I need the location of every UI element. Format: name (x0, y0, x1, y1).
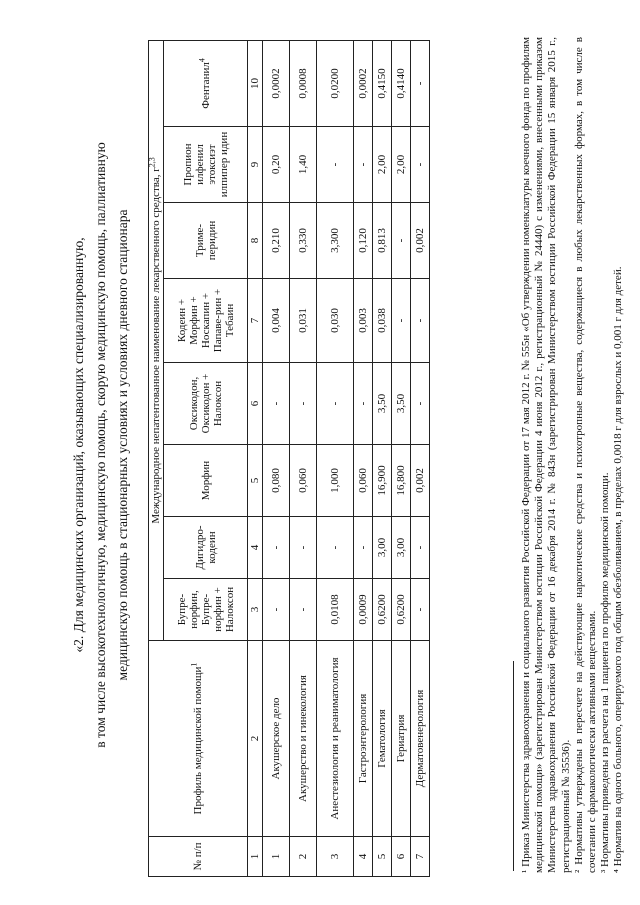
value-cell: - (411, 363, 430, 445)
heading-line-2: в том числе высокотехнологичную, медицинскую помощь, скорую медицинскую помощь, паллиативную (93, 142, 108, 748)
value-cell: 3,00 (373, 517, 392, 579)
value-cell: - (263, 363, 290, 445)
row-number: 7 (411, 837, 430, 877)
value-cell: 0,6200 (392, 579, 411, 641)
value-cell: 0,813 (373, 203, 392, 279)
heading-line-1: «2. Для медицинских организаций, оказывающих специализированную, (71, 237, 86, 653)
value-cell: 3,300 (317, 203, 354, 279)
value-cell: 0,0002 (354, 40, 373, 126)
value-cell: 0,0200 (317, 40, 354, 126)
value-cell: 0,038 (373, 279, 392, 363)
col-profile-header (149, 641, 248, 837)
value-cell: 0,060 (290, 445, 317, 517)
value-cell: - (392, 203, 411, 279)
profile-cell: Гастроэнтерология (354, 641, 373, 837)
footnote-separator (513, 661, 514, 871)
value-cell: 2,00 (392, 127, 411, 203)
table-row (392, 40, 411, 876)
drug-header-sup: 4 (196, 58, 206, 63)
profile-header-text: Профиль медицинской помощи (192, 666, 204, 815)
row-number: 6 (392, 837, 411, 877)
footnotes (520, 37, 626, 873)
value-cell: 1,40 (290, 127, 317, 203)
group-header-sup: 2,3 (147, 157, 157, 168)
norms-table (148, 40, 430, 877)
drug-header: Кодеин + Морфин + Носкапин + Папаве-рин + Тебаин (164, 279, 248, 363)
profile-cell: Гематология (373, 641, 392, 837)
drug-header: Бупре-норфин, Бупре-норфин + Налоксон (164, 579, 248, 641)
table-row (263, 40, 290, 876)
value-cell: 0,210 (263, 203, 290, 279)
column-number: 4 (248, 517, 263, 579)
row-number: 1 (263, 837, 290, 877)
value-cell: - (317, 363, 354, 445)
column-number: 3 (248, 579, 263, 641)
column-number: 5 (248, 445, 263, 517)
value-cell: - (411, 127, 430, 203)
value-cell: - (354, 517, 373, 579)
profile-cell: Акушерство и гинекология (290, 641, 317, 837)
row-number: 5 (373, 837, 392, 877)
value-cell: - (354, 127, 373, 203)
value-cell: 16,900 (373, 445, 392, 517)
value-cell: - (317, 517, 354, 579)
drug-header: Триме-перидин (164, 203, 248, 279)
drug-header: Пропион илфенил этоксиэт илпипер идин (164, 127, 248, 203)
value-cell: 0,080 (263, 445, 290, 517)
value-cell: - (263, 579, 290, 641)
value-cell: 0,0008 (290, 40, 317, 126)
footnote-4: ⁴ Норматив на одного больного, оперируемого под общим обезболиванием, в пределах 0,0018 г для взрослых и 0,001 г для детей. (612, 266, 625, 873)
group-header (149, 40, 164, 640)
drug-header-text: Фентанил (199, 62, 212, 109)
value-cell: 0,0108 (317, 579, 354, 641)
column-number: 6 (248, 363, 263, 445)
drug-header: Морфин (164, 445, 248, 517)
value-cell: 0,120 (354, 203, 373, 279)
footnote-2: ² Нормативы утверждены в пересчете на действующие наркотические средства и психотропные вещества, содержащиеся в любых лекарственных формах, в том числе в сочетании с фармакологически активными веществами. (572, 37, 599, 873)
row-number: 2 (290, 837, 317, 877)
row-number: 3 (317, 837, 354, 877)
value-cell: 0,003 (354, 279, 373, 363)
value-cell: 0,0009 (354, 579, 373, 641)
table-row (411, 40, 430, 876)
value-cell: 3,50 (392, 363, 411, 445)
column-number-row (248, 40, 263, 876)
profile-cell: Гериатрия (392, 641, 411, 837)
drug-header: Оксикодон, Оксикодон + Налоксон (164, 363, 248, 445)
value-cell: 0,004 (263, 279, 290, 363)
value-cell: 2,00 (373, 127, 392, 203)
value-cell: 0,002 (411, 203, 430, 279)
value-cell: - (411, 517, 430, 579)
profile-cell: Дерматовенерология (411, 641, 430, 837)
value-cell: - (392, 279, 411, 363)
value-cell: 0,4150 (373, 40, 392, 126)
value-cell: 0,4140 (392, 40, 411, 126)
row-number: 4 (354, 837, 373, 877)
value-cell: 0,330 (290, 203, 317, 279)
drug-header-last (164, 40, 248, 126)
column-number: 8 (248, 203, 263, 279)
value-cell: 0,031 (290, 279, 317, 363)
col-num-header: № п/п (149, 837, 248, 877)
table-row (290, 40, 317, 876)
value-cell: 16,800 (392, 445, 411, 517)
value-cell: - (317, 127, 354, 203)
value-cell: 0,030 (317, 279, 354, 363)
value-cell: 3,50 (373, 363, 392, 445)
table-body (263, 40, 430, 876)
value-cell: 0,0002 (263, 40, 290, 126)
value-cell: - (354, 363, 373, 445)
column-number: 2 (248, 641, 263, 837)
value-cell: 0,060 (354, 445, 373, 517)
document-heading (68, 125, 134, 765)
table-row (354, 40, 373, 876)
column-number: 9 (248, 127, 263, 203)
column-number: 1 (248, 837, 263, 877)
header-row-1 (149, 40, 164, 876)
value-cell: 0,6200 (373, 579, 392, 641)
column-number: 10 (248, 40, 263, 126)
value-cell: - (411, 579, 430, 641)
heading-line-3: медицинскую помощь в стационарных условиях и условиях дневного стационара (115, 209, 130, 681)
footnote-1: ¹ Приказ Министерства здравоохранения и социального развития Российской Федерации от 17 мая 2012 г. № 555н «Об утверждении номенклатуры коечного фонда по профилям медицинской помощи» (зарегистрирован Министерством юстиции Российской Федерации 4 июня 2012 г., регистрационный № 24440) с изменениями, внесенными приказом Министерства здравоохранения Российской Федерации от 16 декабря 2014 г. № 843н (зарегистрирован Министерством юстиции Российской Федерации 15 января 2015 г., регистрационный № 35536). (520, 37, 572, 873)
value-cell: - (290, 517, 317, 579)
value-cell: 3,00 (392, 517, 411, 579)
group-header-text: Международное непатентованное наименование лекарственного средства, г (150, 167, 162, 524)
value-cell: - (411, 40, 430, 126)
profile-header-sup: 1 (189, 662, 199, 667)
profile-cell: Анестезиология и реаниматология (317, 641, 354, 837)
footnote-3: ³ Нормативы приведены из расчета на 1 пациента по профилю медицинской помощи. (599, 472, 612, 873)
value-cell: - (290, 363, 317, 445)
value-cell: - (290, 579, 317, 641)
column-number: 7 (248, 279, 263, 363)
table-row (373, 40, 392, 876)
value-cell: - (263, 517, 290, 579)
profile-cell: Акушерское дело (263, 641, 290, 837)
value-cell: 0,002 (411, 445, 430, 517)
value-cell: 0,20 (263, 127, 290, 203)
drug-header: Дигидро-кодеин (164, 517, 248, 579)
value-cell: 1,000 (317, 445, 354, 517)
table-row (317, 40, 354, 876)
value-cell: - (411, 279, 430, 363)
